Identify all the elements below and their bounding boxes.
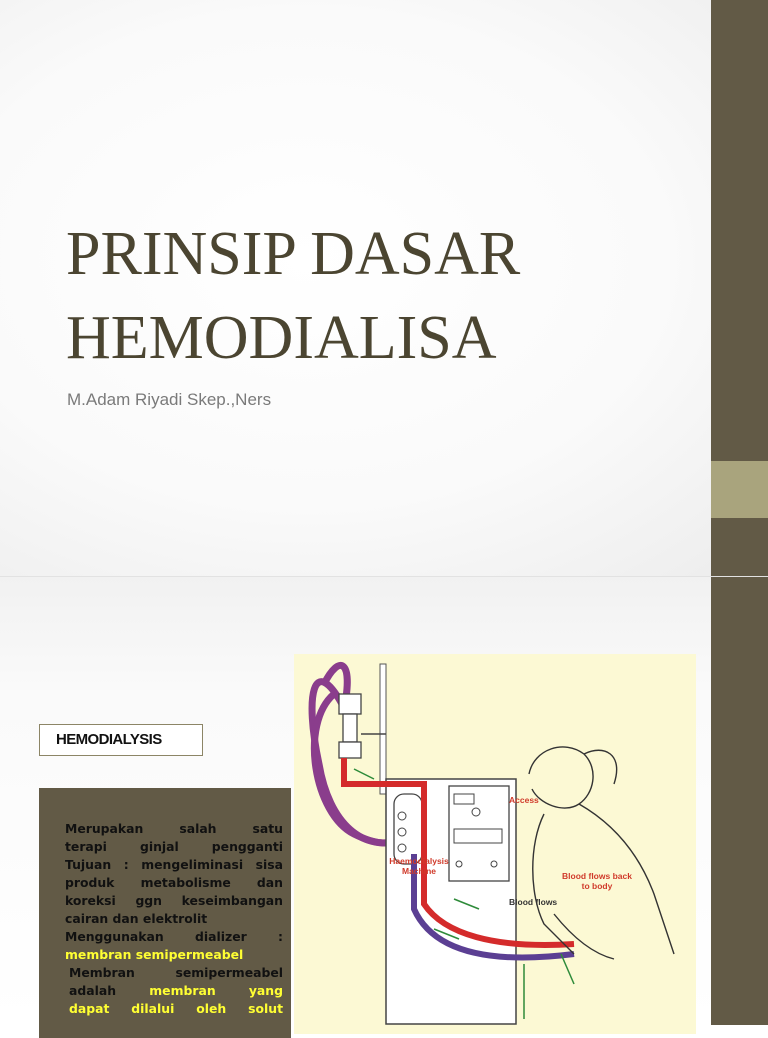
slide-subtitle: M.Adam Riyadi Skep.,Ners xyxy=(67,390,272,409)
diagram-illustration xyxy=(294,654,696,1034)
highlight-text: membran semipermeabel xyxy=(65,947,244,962)
label-blood-flows: Blood flows xyxy=(509,897,558,907)
text-fragment: adalah xyxy=(69,983,117,998)
highlight-text: dapat dilalui oleh solut xyxy=(69,1001,283,1016)
slide-title xyxy=(66,212,686,380)
text-line: cairan dan elektrolit xyxy=(65,911,208,926)
text-line-mixed xyxy=(65,982,283,1000)
text-line: terapi ginjal pengganti xyxy=(65,839,283,854)
text-line: Tujuan : mengeliminasi sisa xyxy=(65,857,283,872)
title-line-2: HEMODIALISA xyxy=(66,304,497,372)
content-slide xyxy=(0,576,768,1025)
text-line: Merupakan salah satu xyxy=(65,821,283,836)
text-line: Membran semipermeabel xyxy=(69,965,283,980)
side-decor-accent xyxy=(711,461,768,518)
text-line: koreksi ggn keseimbangan xyxy=(65,893,283,908)
highlight-fragment: membran yang xyxy=(149,983,283,998)
definition-text-box xyxy=(39,788,291,1038)
text-line: produk metabolisme dan xyxy=(65,875,283,890)
hemodialysis-diagram xyxy=(294,654,696,1034)
heading-box xyxy=(39,724,203,756)
label-machine: Haemodialysis Machine xyxy=(389,856,449,876)
side-decor-bar-2 xyxy=(711,577,768,1025)
text-line: Menggunakan dializer : xyxy=(65,929,283,944)
title-line-1: PRINSIP DASAR xyxy=(66,220,521,288)
slide-heading: HEMODIALYSIS xyxy=(56,731,162,748)
label-blood-back: Blood flows back to body xyxy=(562,871,632,891)
label-access: Access xyxy=(509,795,539,805)
